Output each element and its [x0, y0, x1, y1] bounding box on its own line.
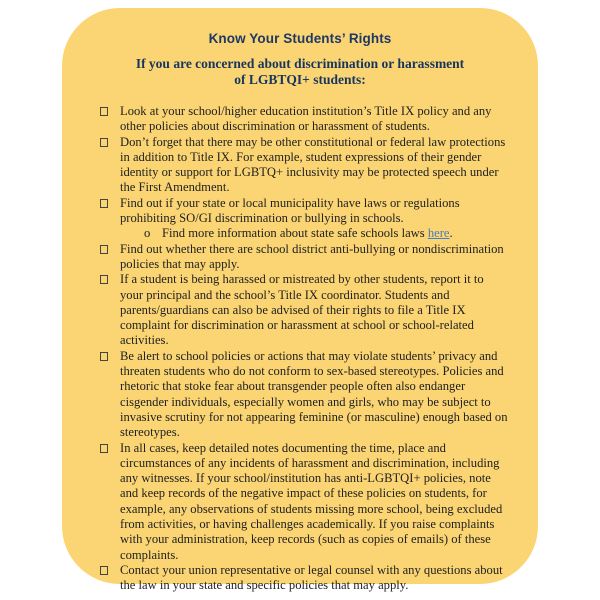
list-item: [100, 563, 508, 594]
rights-checklist: [100, 104, 508, 594]
list-item-text: If a student is being harassed or mistreated by other students, report it to your principal and the school’s Title IX coordinator. Students and parents/guardians can also be advised of their rights to file a Title IX complaint for discrimination or harassment at school or school-related activities.: [120, 272, 484, 348]
sub-item-text-after: .: [449, 226, 453, 241]
checkbox-bullet-icon: [100, 444, 108, 453]
checkbox-bullet-icon: [100, 566, 108, 575]
list-item-text: Look at your school/higher education institution’s Title IX policy and any other policies about discrimination or harassment of students.: [120, 104, 492, 134]
list-item-text: Contact your union representative or legal counsel with any questions about the law in your state and specific policies that may apply.: [120, 562, 503, 593]
sub-item-text: Find more information about state safe schools laws: [162, 226, 428, 241]
list-item: [100, 135, 508, 196]
checkbox-bullet-icon: [100, 352, 108, 361]
subtitle-line-1: If you are concerned about discrimination or harassment: [135, 56, 465, 71]
list-item-text: Find out if your state or local municipality have laws or regulations prohibiting SO/GI discrimination or bullying in schools.: [120, 195, 460, 226]
list-item: [100, 196, 508, 242]
list-item-text: Be alert to school policies or actions that may violate students’ privacy and threaten students who do not conform to sex-based stereotypes. Policies and rhetoric that stoke fear about transgender people often also endanger cisgender individuals, especially women and girls, who may be subject to invasive scrutiny for not appearing feminine (or masculine) enough based on stereotypes.: [120, 348, 508, 440]
page-title: Know Your Students’ Rights: [208, 31, 392, 46]
list-item-text: In all cases, keep detailed notes documenting the time, place and circumstances of any incidents of harassment and discrimination, including any witnesses. If your school/institution has anti-LGBTQI+ policies, note and keep records of the negative impact of these policies on students, for example, any observations of students missing more school, being excluded from activities, or having challenges academically. If you raise complaints with your administration, keep records (such as copies of emails) of these complaints.: [120, 440, 503, 562]
list-item: [100, 242, 508, 273]
list-item: [100, 104, 508, 135]
circle-bullet-marker: o: [144, 226, 151, 241]
checkbox-bullet-icon: [100, 275, 108, 284]
checkbox-bullet-icon: [100, 138, 108, 147]
safe-schools-laws-link[interactable]: here: [427, 226, 450, 241]
checkbox-bullet-icon: [100, 107, 108, 116]
sub-list-item: [120, 226, 508, 241]
list-item: [100, 272, 508, 348]
list-item: [100, 349, 508, 441]
subtitle-line-2: of LGBTQI+ students:: [234, 71, 366, 87]
checkbox-bullet-icon: [100, 245, 108, 254]
list-item-text: Don’t forget that there may be other constitutional or federal law protections in addition to Title IX. For example, student expressions of their gender identity or support for LGBTQ+ inclusivity may be protected speech under the First Amendment.: [120, 134, 506, 195]
list-item-text: Find out whether there are school district anti-bullying or nondiscrimination policies that may apply.: [120, 241, 504, 271]
checkbox-bullet-icon: [100, 199, 108, 208]
list-item: [100, 441, 508, 563]
info-card: [62, 8, 538, 593]
page-subtitle: [100, 56, 500, 87]
